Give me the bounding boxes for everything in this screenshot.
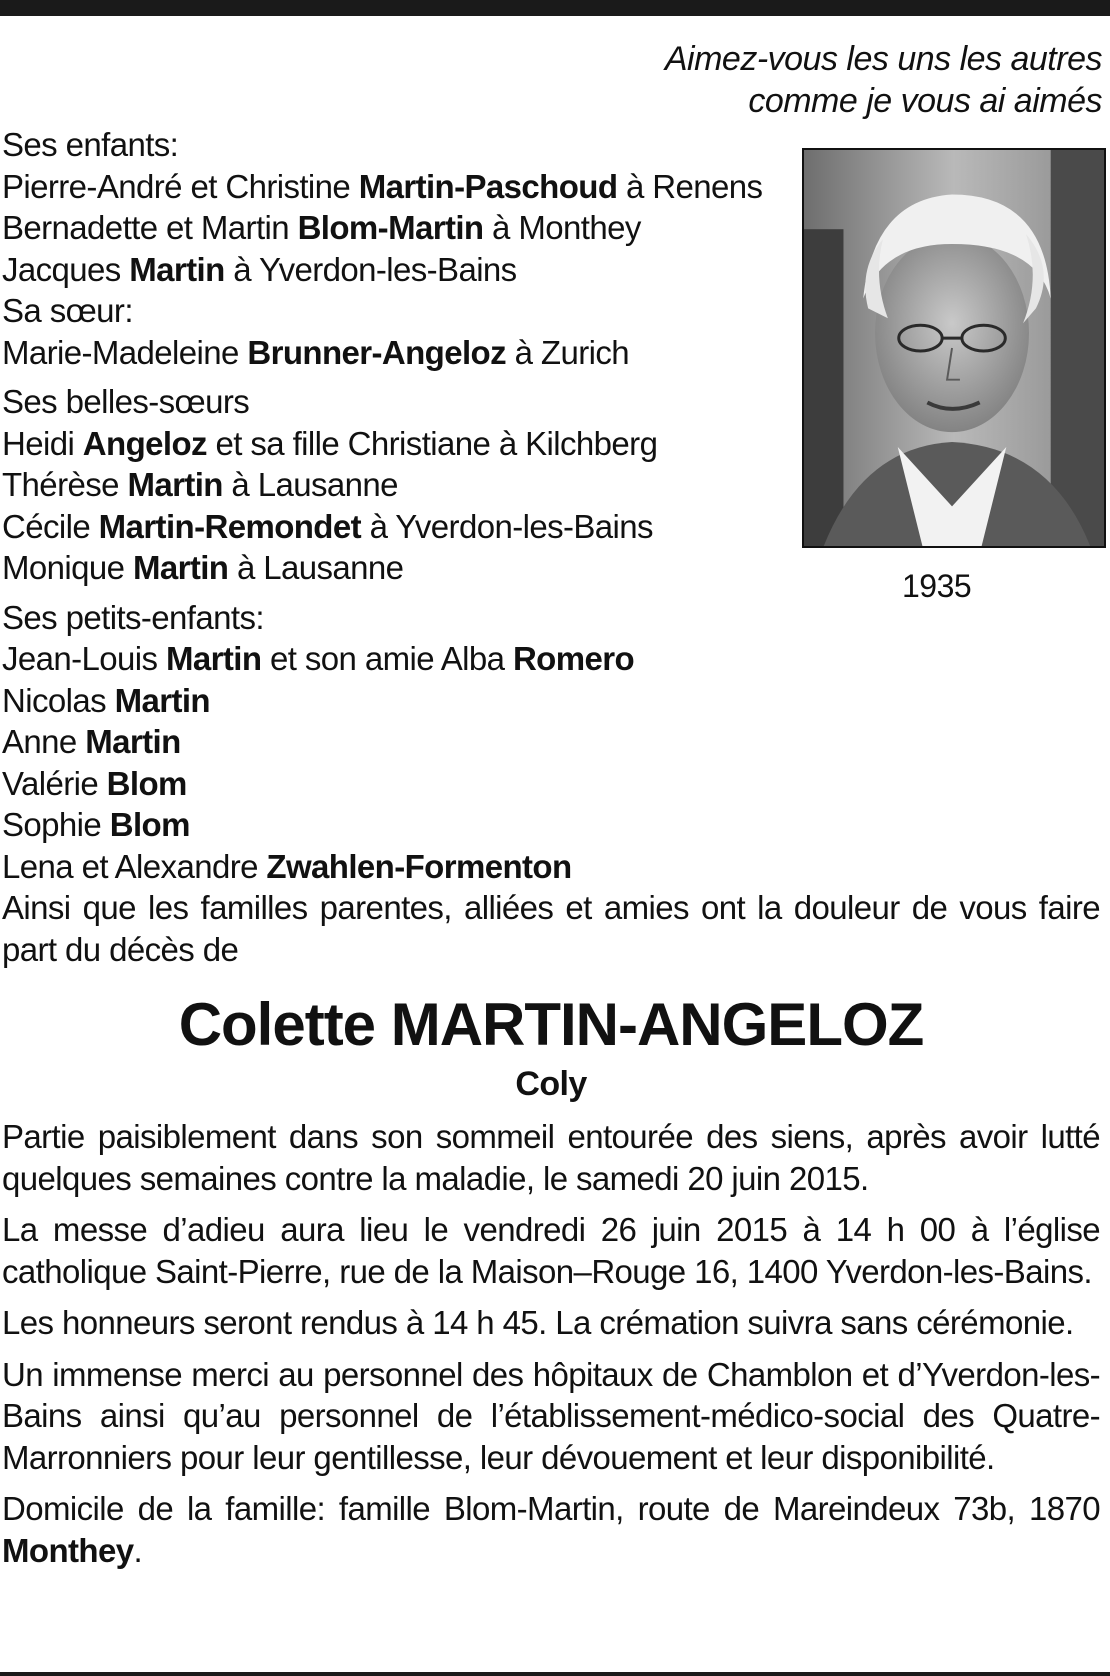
family-member-row xyxy=(2,423,1100,465)
member-first-name: Marie-Madeleine xyxy=(2,333,248,371)
paragraph-honours: Les honneurs seront rendus à 14 h 45. La crémation suivra sans cérémonie. xyxy=(2,1304,1074,1341)
member-surname: Blom xyxy=(106,764,187,802)
deceased-name: Colette MARTIN-ANGELOZ xyxy=(178,991,924,1058)
member-place: à Monthey xyxy=(483,209,641,246)
paragraph-family-address: Domicile de la famille: famille Blom-Martin, route de Mareindeux 73b, 1870 Monthey. xyxy=(2,1490,1100,1569)
epigraph-line-2: comme je vous ai aimés xyxy=(748,82,1102,120)
family-member-row xyxy=(2,547,1100,589)
member-surname: Martin xyxy=(127,466,223,503)
member-place: à Lausanne xyxy=(228,549,404,586)
member-surname: Blom xyxy=(109,806,190,843)
family-member-row xyxy=(2,680,1100,722)
member-first-name: Thérèse xyxy=(2,466,128,503)
children-heading: Ses enfants: xyxy=(2,126,179,163)
member-first-name: Sophie xyxy=(2,806,110,843)
member-first-name: Anne xyxy=(2,723,86,760)
family-member-row xyxy=(2,638,1100,680)
deceased-nickname: Coly xyxy=(515,1065,587,1103)
obituary-body xyxy=(2,124,1100,1581)
family-member-row xyxy=(2,332,1100,374)
family-member-row xyxy=(2,207,1100,249)
member-surname: Martin-Paschoud xyxy=(358,167,618,205)
member-place: à Lausanne xyxy=(222,466,398,503)
member-place: à Renens xyxy=(617,167,763,205)
member-surname: Martin xyxy=(129,250,225,288)
family-member-row xyxy=(2,846,1100,888)
member-first-name: Nicolas xyxy=(2,681,115,719)
grandchildren-heading: Ses petits-enfants: xyxy=(2,598,264,636)
paragraph-funeral-mass: La messe d’adieu aura lieu le vendredi 26 juin 2015 à 14 h 00 à l’église catholique Saint-Pierre, rue de la Maison–Rouge 16, 1400 Yverdon-les-Bains. xyxy=(2,1211,1100,1290)
family-member-row xyxy=(2,506,1100,548)
family-member-row xyxy=(2,763,1100,805)
family-member-row xyxy=(2,166,1100,208)
member-surname: Blom-Martin xyxy=(297,209,484,246)
birth-year: 1935 xyxy=(902,568,972,604)
address-city: Monthey xyxy=(2,1531,134,1569)
family-member-row xyxy=(2,464,1100,506)
member-surname: Martin xyxy=(114,681,210,719)
member-first-name: Jacques xyxy=(2,250,130,288)
member-surname: Martin xyxy=(166,640,262,677)
member-place: à Yverdon-les-Bains xyxy=(361,507,653,545)
announcement-text: Ainsi que les familles parentes, alliées et amies ont la douleur de vous faire part du décès de xyxy=(2,889,1100,968)
member-first-name: Heidi xyxy=(2,424,83,462)
family-member-row xyxy=(2,721,1100,763)
member-first-name: Pierre-André et Christine xyxy=(2,167,359,205)
member-surname: Martin-Remondet xyxy=(98,507,362,545)
member-first-name: Lena et Alexandre xyxy=(2,847,267,885)
partner-surname: Romero xyxy=(512,640,635,677)
bottom-rule xyxy=(0,1672,1110,1676)
member-first-name: Bernadette et Martin xyxy=(2,209,298,246)
top-rule xyxy=(0,0,1110,16)
member-surname: Martin xyxy=(132,549,229,586)
epigraph xyxy=(665,38,1102,122)
family-member-row xyxy=(2,804,1100,846)
member-first-name: Jean-Louis xyxy=(2,640,167,677)
family-member-row xyxy=(2,249,1100,291)
member-surname: Zwahlen-Formenton xyxy=(266,847,572,885)
member-surname: Angeloz xyxy=(82,424,207,462)
member-first-name: Cécile xyxy=(2,507,99,545)
member-partner-text: et son amie Alba xyxy=(261,640,513,677)
member-place: à Yverdon-les-Bains xyxy=(224,250,517,288)
member-surname: Brunner-Angeloz xyxy=(247,333,507,371)
epigraph-line-1: Aimez-vous les uns les autres xyxy=(664,40,1102,78)
member-first-name: Valérie xyxy=(2,764,107,802)
paragraph-passing: Partie paisiblement dans son sommeil entourée des siens, après avoir lutté quelques semaines contre la maladie, le samedi 20 juin 2015. xyxy=(2,1118,1100,1197)
sister-heading: Sa sœur: xyxy=(2,292,133,329)
member-surname: Martin xyxy=(85,723,181,760)
member-place: à Zurich xyxy=(506,333,630,371)
address-text: Domicile de la famille: famille Blom-Martin, route de Mareindeux 73b, 1870 xyxy=(2,1490,1100,1527)
paragraph-thanks: Un immense merci au personnel des hôpitaux de Chamblon et d’Yverdon-les-Bains ainsi qu’au personnel de l’établissement-médico-social des Quatre-Marronniers pour leur gentillesse, leur dévouement et leur disponibilité. xyxy=(2,1355,1100,1476)
member-place: et sa fille Christiane à Kilchberg xyxy=(206,424,658,462)
member-first-name: Monique xyxy=(2,549,133,586)
sisters-in-law-heading: Ses belles-sœurs xyxy=(2,383,250,420)
